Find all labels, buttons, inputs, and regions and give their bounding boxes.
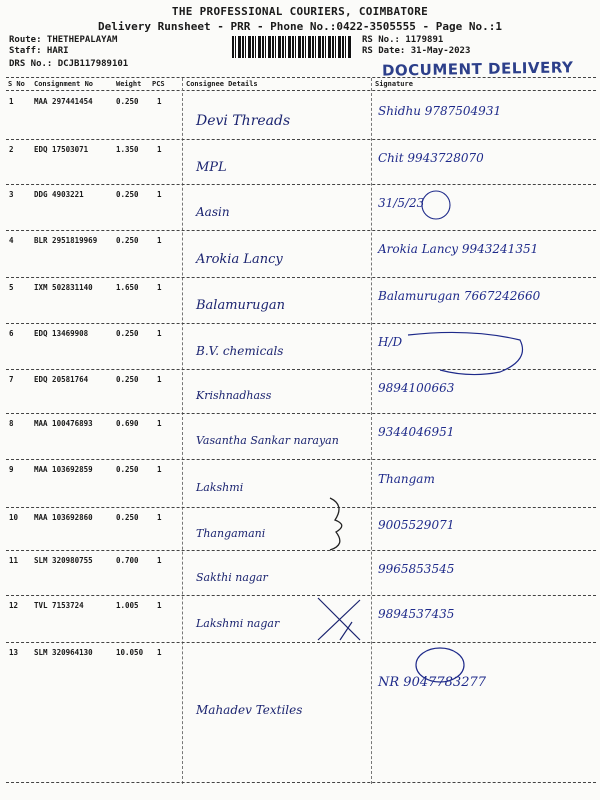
row-pcs: 1 bbox=[157, 513, 162, 522]
row-consignee-details: MPL bbox=[196, 160, 227, 175]
signature-circle bbox=[416, 648, 464, 682]
row-consignment-no: MAA 100476893 bbox=[34, 419, 93, 428]
col-consignment: Consignment No bbox=[34, 80, 94, 88]
row-sno: 3 bbox=[9, 190, 14, 199]
row-sno: 13 bbox=[9, 648, 19, 657]
row-sno: 2 bbox=[9, 145, 14, 154]
row-consignee-details: Sakthi nagar bbox=[196, 571, 268, 584]
cross-mark bbox=[318, 598, 360, 640]
row-sno: 8 bbox=[9, 419, 14, 428]
runsheet-subtitle: Delivery Runsheet - PRR - Phone No.:0422-3505555 - Page No.:1 bbox=[98, 20, 502, 33]
row-consignment-no: SLM 320964130 bbox=[34, 648, 93, 657]
row-signature: 9965853545 bbox=[378, 562, 455, 576]
row-consignment-no: EDQ 20581764 bbox=[34, 375, 89, 384]
row-sno: 10 bbox=[9, 513, 19, 522]
row-signature: Arokia Lancy 9943241351 bbox=[378, 242, 539, 256]
staff-label: Staff: HARI bbox=[9, 46, 69, 56]
row-sno: 1 bbox=[9, 97, 14, 106]
row-sno: 4 bbox=[9, 236, 14, 245]
row-pcs: 1 bbox=[157, 97, 162, 106]
row-pcs: 1 bbox=[157, 283, 162, 292]
row-sno: 6 bbox=[9, 329, 14, 338]
drs-number: DRS No.: DCJB117989101 bbox=[9, 59, 129, 69]
brace-mark bbox=[330, 498, 342, 550]
row-consignee-details: Thangamani bbox=[196, 527, 266, 540]
col-weight: Weight bbox=[116, 80, 142, 88]
row-consignment-no: MAA 297441454 bbox=[34, 97, 93, 106]
row-signature: Chit 9943728070 bbox=[378, 151, 484, 165]
row-consignee-details: Arokia Lancy bbox=[196, 252, 283, 267]
row-sno: 5 bbox=[9, 283, 14, 292]
row-weight: 0.250 bbox=[116, 513, 139, 522]
row-consignee-details: B.V. chemicals bbox=[196, 344, 284, 358]
row-signature: 9344046951 bbox=[378, 425, 455, 439]
row-signature: Shidhu 9787504931 bbox=[378, 104, 502, 118]
document-title: THE PROFESSIONAL COURIERS, COIMBATORE bbox=[171, 5, 429, 18]
row-sno: 11 bbox=[9, 556, 19, 565]
route-label: Route: THETHEPALAYAM bbox=[9, 35, 118, 45]
row-pcs: 1 bbox=[157, 145, 162, 154]
row-consignment-no: IXM 502831140 bbox=[34, 283, 93, 292]
row-sno: 7 bbox=[9, 375, 14, 384]
row-signature: 31/5/23 bbox=[378, 196, 425, 210]
row-pcs: 1 bbox=[157, 190, 162, 199]
row-signature: Balamurugan 7667242660 bbox=[378, 289, 541, 303]
row-consignment-no: BLR 2951819969 bbox=[34, 236, 98, 245]
col-details: Consignee Details bbox=[186, 80, 258, 88]
row-consignee-details: Balamurugan bbox=[196, 298, 285, 313]
row-pcs: 1 bbox=[157, 648, 162, 657]
row-pcs: 1 bbox=[157, 556, 162, 565]
row-consignment-no: EDQ 13469908 bbox=[34, 329, 89, 338]
row-consignment-no: DDG 4903221 bbox=[34, 190, 84, 199]
row-signature: H/D bbox=[378, 335, 403, 349]
row-weight: 0.690 bbox=[116, 419, 139, 428]
row-weight: 0.250 bbox=[116, 190, 139, 199]
row-consignee-details: Aasin bbox=[196, 205, 230, 219]
row-consignee-details: Mahadev Textiles bbox=[196, 703, 303, 717]
row-weight: 0.250 bbox=[116, 329, 139, 338]
row-pcs: 1 bbox=[157, 329, 162, 338]
row-weight: 0.250 bbox=[116, 236, 139, 245]
row-consignee-details: Lakshmi nagar bbox=[196, 617, 280, 630]
row-weight: 1.005 bbox=[116, 601, 139, 610]
row-pcs: 1 bbox=[157, 465, 162, 474]
signature-circle bbox=[422, 191, 450, 219]
row-weight: 0.250 bbox=[116, 97, 139, 106]
row-consignment-no: TVL 7153724 bbox=[34, 601, 84, 610]
row-weight: 1.350 bbox=[116, 145, 139, 154]
row-pcs: 1 bbox=[157, 419, 162, 428]
row-signature: 9894537435 bbox=[378, 607, 455, 621]
row-pcs: 1 bbox=[157, 375, 162, 384]
signature-scribble bbox=[408, 332, 523, 374]
col-signature: Signature bbox=[375, 80, 413, 88]
row-signature: Thangam bbox=[378, 472, 435, 486]
col-pcs: PCS bbox=[152, 80, 165, 88]
col-sno: S No bbox=[8, 80, 25, 88]
row-consignment-no: EDQ 17503071 bbox=[34, 145, 89, 154]
rs-date: RS Date: 31-May-2023 bbox=[362, 46, 471, 56]
row-signature: NR 9047783277 bbox=[378, 675, 487, 690]
row-pcs: 1 bbox=[157, 601, 162, 610]
row-weight: 0.250 bbox=[116, 375, 139, 384]
row-signature: 9005529071 bbox=[378, 518, 455, 532]
row-weight: 0.250 bbox=[116, 465, 139, 474]
document-delivery-stamp: DOCUMENT DELIVERY bbox=[381, 58, 574, 80]
row-sno: 9 bbox=[9, 465, 14, 474]
row-sno: 12 bbox=[9, 601, 19, 610]
row-consignee-details: Devi Threads bbox=[196, 113, 291, 129]
row-consignee-details: Krishnadhass bbox=[196, 389, 272, 402]
row-weight: 1.650 bbox=[116, 283, 139, 292]
row-weight: 10.050 bbox=[116, 648, 144, 657]
row-consignment-no: SLM 320980755 bbox=[34, 556, 93, 565]
row-consignment-no: MAA 103692859 bbox=[34, 465, 93, 474]
row-signature: 9894100663 bbox=[378, 381, 455, 395]
row-pcs: 1 bbox=[157, 236, 162, 245]
row-consignee-details: Vasantha Sankar narayan bbox=[196, 434, 339, 447]
row-weight: 0.700 bbox=[116, 556, 139, 565]
row-consignment-no: MAA 103692860 bbox=[34, 513, 93, 522]
rs-number: RS No.: 1179891 bbox=[362, 35, 444, 45]
row-consignee-details: Lakshmi bbox=[196, 481, 244, 494]
